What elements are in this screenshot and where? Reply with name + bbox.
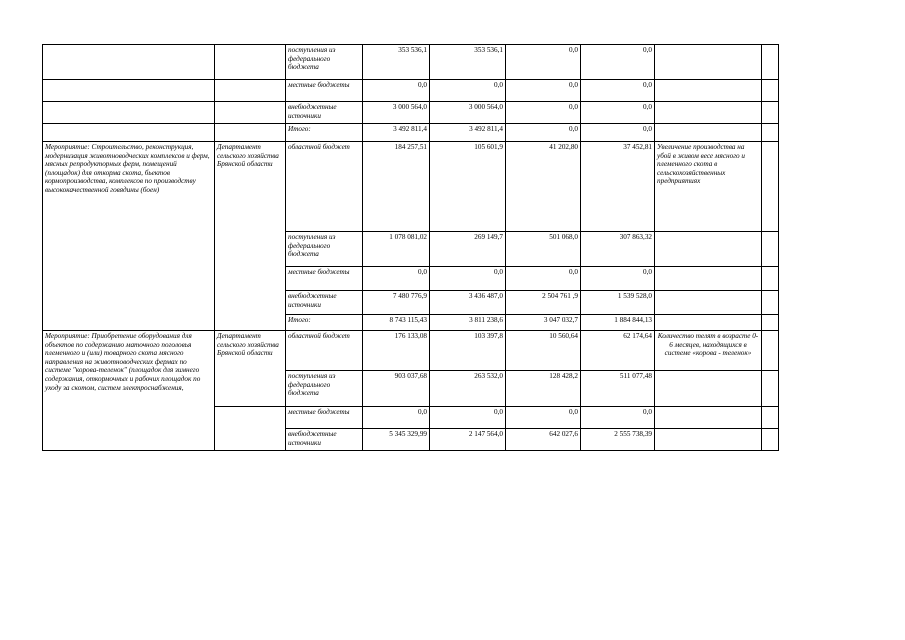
value-cell: 3 811 238,6 [430,315,506,331]
value-cell: 501 068,0 [506,232,581,267]
value-cell: 2 504 761 ,9 [506,291,581,315]
value-cell: 0,0 [581,102,655,124]
funding-source-cell: областной бюджет [286,142,363,232]
result-cell [655,102,762,124]
value-cell: 10 560,64 [506,331,581,371]
extra-cell [762,291,779,315]
value-cell: 3 492 811,4 [363,124,430,142]
value-cell: 41 202,80 [506,142,581,232]
value-cell: 3 436 487,0 [430,291,506,315]
executor-cell: Департамент сельского хозяйства Брянской области [215,331,286,407]
value-cell: 0,0 [581,45,655,80]
result-cell: Увеличение производства на убой в живом весе мясного и племенного скота в сельскохозяйственных предприятиях [655,142,762,232]
value-cell: 0,0 [506,407,581,429]
funding-source-cell: внебюджетные источники [286,291,363,315]
funding-source-cell: местные бюджеты [286,407,363,429]
extra-cell [762,331,779,371]
value-cell: 269 149,7 [430,232,506,267]
result-cell: Количество телят в возрасте 0-6 месяцев, находящихся в системе «корова - теленок» [655,331,762,371]
extra-cell [762,267,779,291]
measure-name-cell: Мероприятие: Приобретение оборудования для объектов по содержанию маточного поголовья племенного и (или) товарного скота мясного направления на животноводческих фермах по системе "корова-теленок" (площадок для зимнего содержания, откормочных и рабочих площадок по уходу за скотом, систем электроснабжения, [43,331,215,451]
result-cell [655,315,762,331]
funding-source-cell: местные бюджеты [286,267,363,291]
value-cell: 3 000 564,0 [430,102,506,124]
funding-source-cell: поступления из федерального бюджета [286,371,363,407]
value-cell: 0,0 [430,80,506,102]
executor-cell [215,407,286,451]
value-cell: 353 536,1 [430,45,506,80]
result-cell [655,45,762,80]
value-cell: 353 536,1 [363,45,430,80]
value-cell: 642 027,6 [506,429,581,451]
executor-cell [215,45,286,80]
value-cell: 2 555 738,39 [581,429,655,451]
table-row [43,124,779,142]
extra-cell [762,232,779,267]
value-cell: 0,0 [363,80,430,102]
value-cell: 307 863,32 [581,232,655,267]
result-cell [655,80,762,102]
value-cell: 184 257,51 [363,142,430,232]
value-cell: 0,0 [430,407,506,429]
value-cell: 103 397,8 [430,331,506,371]
value-cell: 511 077,48 [581,371,655,407]
measure-cell [43,102,215,124]
measure-cell [43,124,215,142]
extra-cell [762,45,779,80]
executor-cell: Департамент сельского хозяйства Брянской области [215,142,286,331]
value-cell: 263 532,0 [430,371,506,407]
value-cell: 8 743 115,43 [363,315,430,331]
value-cell: 0,0 [363,267,430,291]
result-cell [655,407,762,429]
value-cell: 1 078 081,02 [363,232,430,267]
value-cell: 176 133,08 [363,331,430,371]
value-cell: 0,0 [506,267,581,291]
program-budget-table [42,44,779,451]
value-cell: 1 539 528,0 [581,291,655,315]
value-cell: 2 147 564,0 [430,429,506,451]
result-cell [655,232,762,267]
extra-cell [762,429,779,451]
executor-cell [215,80,286,102]
value-cell: 0,0 [506,124,581,142]
funding-source-cell: Итого: [286,315,363,331]
extra-cell [762,407,779,429]
executor-cell [215,124,286,142]
value-cell: 128 428,2 [506,371,581,407]
value-cell: 0,0 [581,267,655,291]
value-cell: 37 452,81 [581,142,655,232]
value-cell: 1 884 844,13 [581,315,655,331]
table-row [43,45,779,80]
result-cell [655,291,762,315]
value-cell: 0,0 [506,80,581,102]
extra-cell [762,80,779,102]
funding-source-cell: поступления из федерального бюджета [286,232,363,267]
value-cell: 3 047 032,7 [506,315,581,331]
value-cell: 0,0 [506,45,581,80]
table-row [43,80,779,102]
funding-source-cell: внебюджетные источники [286,429,363,451]
value-cell: 0,0 [506,102,581,124]
funding-source-cell: поступления из федерального бюджета [286,45,363,80]
table-row [43,102,779,124]
value-cell: 0,0 [581,80,655,102]
extra-cell [762,371,779,407]
funding-source-cell: внебюджетные источники [286,102,363,124]
value-cell: 3 492 811,4 [430,124,506,142]
table-row [43,331,779,371]
value-cell: 105 601,9 [430,142,506,232]
value-cell: 7 480 776,9 [363,291,430,315]
funding-source-cell: областной бюджет [286,331,363,371]
measure-name-cell: Мероприятие: Строительство, реконструкция, модернизация животноводческих комплексов и ферм, мясных репродукторных ферм, помещений (площадок) для откорма скота, бьектов кормопроизводства, комплексов по производству высококачественной говядины (боен) [43,142,215,331]
value-cell: 0,0 [581,407,655,429]
funding-source-cell: Итого: [286,124,363,142]
value-cell: 62 174,64 [581,331,655,371]
value-cell: 903 037,68 [363,371,430,407]
measure-cell [43,80,215,102]
value-cell: 5 345 329,99 [363,429,430,451]
result-cell [655,429,762,451]
measure-cell [43,45,215,80]
extra-cell [762,315,779,331]
result-cell [655,124,762,142]
table-row [43,142,779,232]
extra-cell [762,142,779,232]
result-cell [655,371,762,407]
value-cell: 0,0 [363,407,430,429]
executor-cell [215,102,286,124]
value-cell: 0,0 [430,267,506,291]
extra-cell [762,124,779,142]
funding-source-cell: местные бюджеты [286,80,363,102]
value-cell: 3 000 564,0 [363,102,430,124]
value-cell: 0,0 [581,124,655,142]
result-cell [655,267,762,291]
extra-cell [762,102,779,124]
